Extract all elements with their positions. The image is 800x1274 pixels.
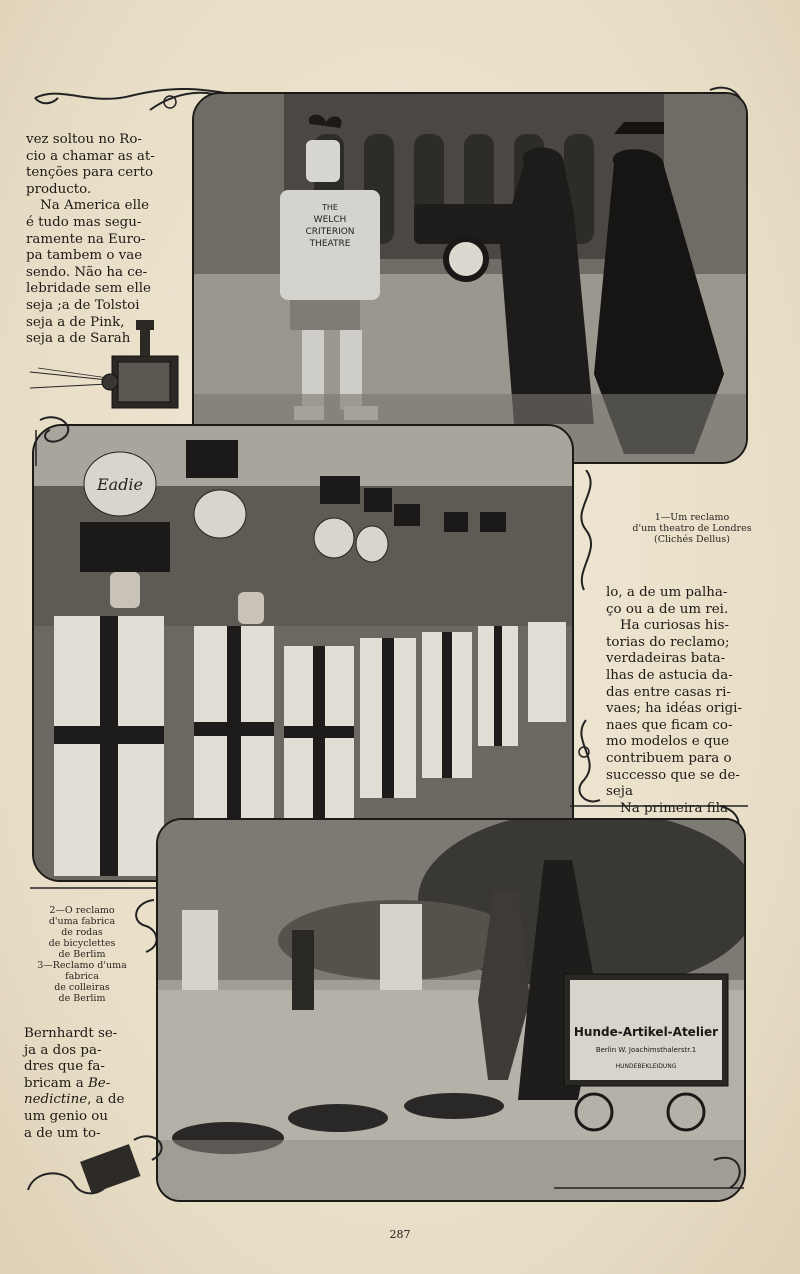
caption-line: fabrica xyxy=(65,971,99,982)
caption-photo-1 xyxy=(602,512,782,545)
text-line xyxy=(24,1092,152,1109)
text-line: das entre casas ri- xyxy=(606,684,731,700)
text-line: sendo. Não ha ce- xyxy=(26,264,148,280)
caption-photos-2-3 xyxy=(24,905,140,1004)
text-line: lhas de astucia da- xyxy=(606,667,733,683)
text-fragment-italic: Be- xyxy=(87,1075,111,1091)
text-line: um genio ou xyxy=(24,1108,108,1124)
caption-line: de colleiras xyxy=(54,982,110,993)
caption-line: de rodas xyxy=(61,927,103,938)
cart-sign-address: Berlin W. Joachimsthalerstr.1 xyxy=(595,1046,697,1054)
text-line: verdadeiras bata- xyxy=(606,651,726,667)
caption-line: d'um theatro de Londres xyxy=(632,523,752,534)
text-line: Bernhardt se- xyxy=(24,1026,118,1041)
text-line: lebridade sem elle xyxy=(26,281,151,297)
text-line: successo que se de- xyxy=(606,767,740,783)
photo-armour-advert-london xyxy=(192,92,748,464)
text-line: lo, a de um palha- xyxy=(606,585,728,600)
cart-sign-small: HUNDEBEKLEIDUNG xyxy=(615,1063,677,1070)
caption-line: de Berlim xyxy=(58,993,106,1004)
caption-line: 1—Um reclamo xyxy=(654,512,730,523)
text-line: seja a de Sarah xyxy=(26,331,131,347)
left-scroll-ornament xyxy=(30,410,90,470)
caption-line: 2—O reclamo xyxy=(49,905,115,916)
caption-line: de bicyclettes xyxy=(48,938,116,949)
side-scroll-ornament xyxy=(566,470,606,810)
text-line: é tudo mas segu- xyxy=(26,214,142,230)
caption-line: (Clichés Dellus) xyxy=(653,534,731,545)
projector-lantern-ornament xyxy=(28,312,188,416)
bottom-scroll-ornament xyxy=(24,1120,750,1210)
caption-line: de Berlim xyxy=(58,949,106,960)
text-line: torias do reclamo; xyxy=(606,634,730,650)
text-line: dres que fa- xyxy=(24,1059,105,1075)
text-line: vaes; ha idéas origi- xyxy=(606,701,742,717)
armour-sign-line: THEATRE xyxy=(309,239,351,249)
text-line: contribuem para o xyxy=(606,750,732,766)
text-line: cio a chamar as at- xyxy=(26,148,155,164)
armour-sign-line: THE xyxy=(322,203,338,212)
text-fragment: bricam a xyxy=(24,1075,88,1091)
text-line: ja a dos pa- xyxy=(24,1042,102,1058)
text-line: vez soltou no Ro- xyxy=(26,132,142,147)
text-line: naes que ficam co- xyxy=(606,717,733,733)
text-line: tenções para certo xyxy=(26,165,154,181)
text-fragment-italic: nedictine xyxy=(24,1092,88,1108)
text-line: ramente na Euro- xyxy=(26,231,146,247)
text-line: a de um to- xyxy=(24,1125,101,1141)
text-line xyxy=(24,1076,152,1093)
text-line: pa tambem o vae xyxy=(26,248,143,264)
eadie-sign-text: Eadie xyxy=(96,475,144,494)
text-fragment: , a de xyxy=(87,1092,125,1108)
text-line: Na primeira fila xyxy=(620,800,728,816)
text-line: mo modelos e que xyxy=(606,734,730,750)
caption-line: d'uma fabrica xyxy=(48,916,116,927)
page-number: 287 xyxy=(389,1228,411,1241)
text-line: seja a de Pink, xyxy=(26,314,125,330)
text-line: Na America elle xyxy=(40,198,150,214)
caption-line: 3—Reclamo d'uma xyxy=(37,960,127,971)
armour-sign-line: WELCH xyxy=(313,215,347,225)
text-line: seja xyxy=(606,784,633,800)
text-line: producto. xyxy=(26,181,92,197)
text-line: seja ;a de Tolstoi xyxy=(26,297,140,313)
text-line: Ha curiosas his- xyxy=(620,618,730,634)
text-column-right xyxy=(606,585,778,817)
cart-sign-title: Hunde-Artikel-Atelier xyxy=(573,1025,719,1039)
armour-sign-line: CRITERION xyxy=(305,227,355,237)
text-line: ço ou a de um rei. xyxy=(606,601,729,617)
